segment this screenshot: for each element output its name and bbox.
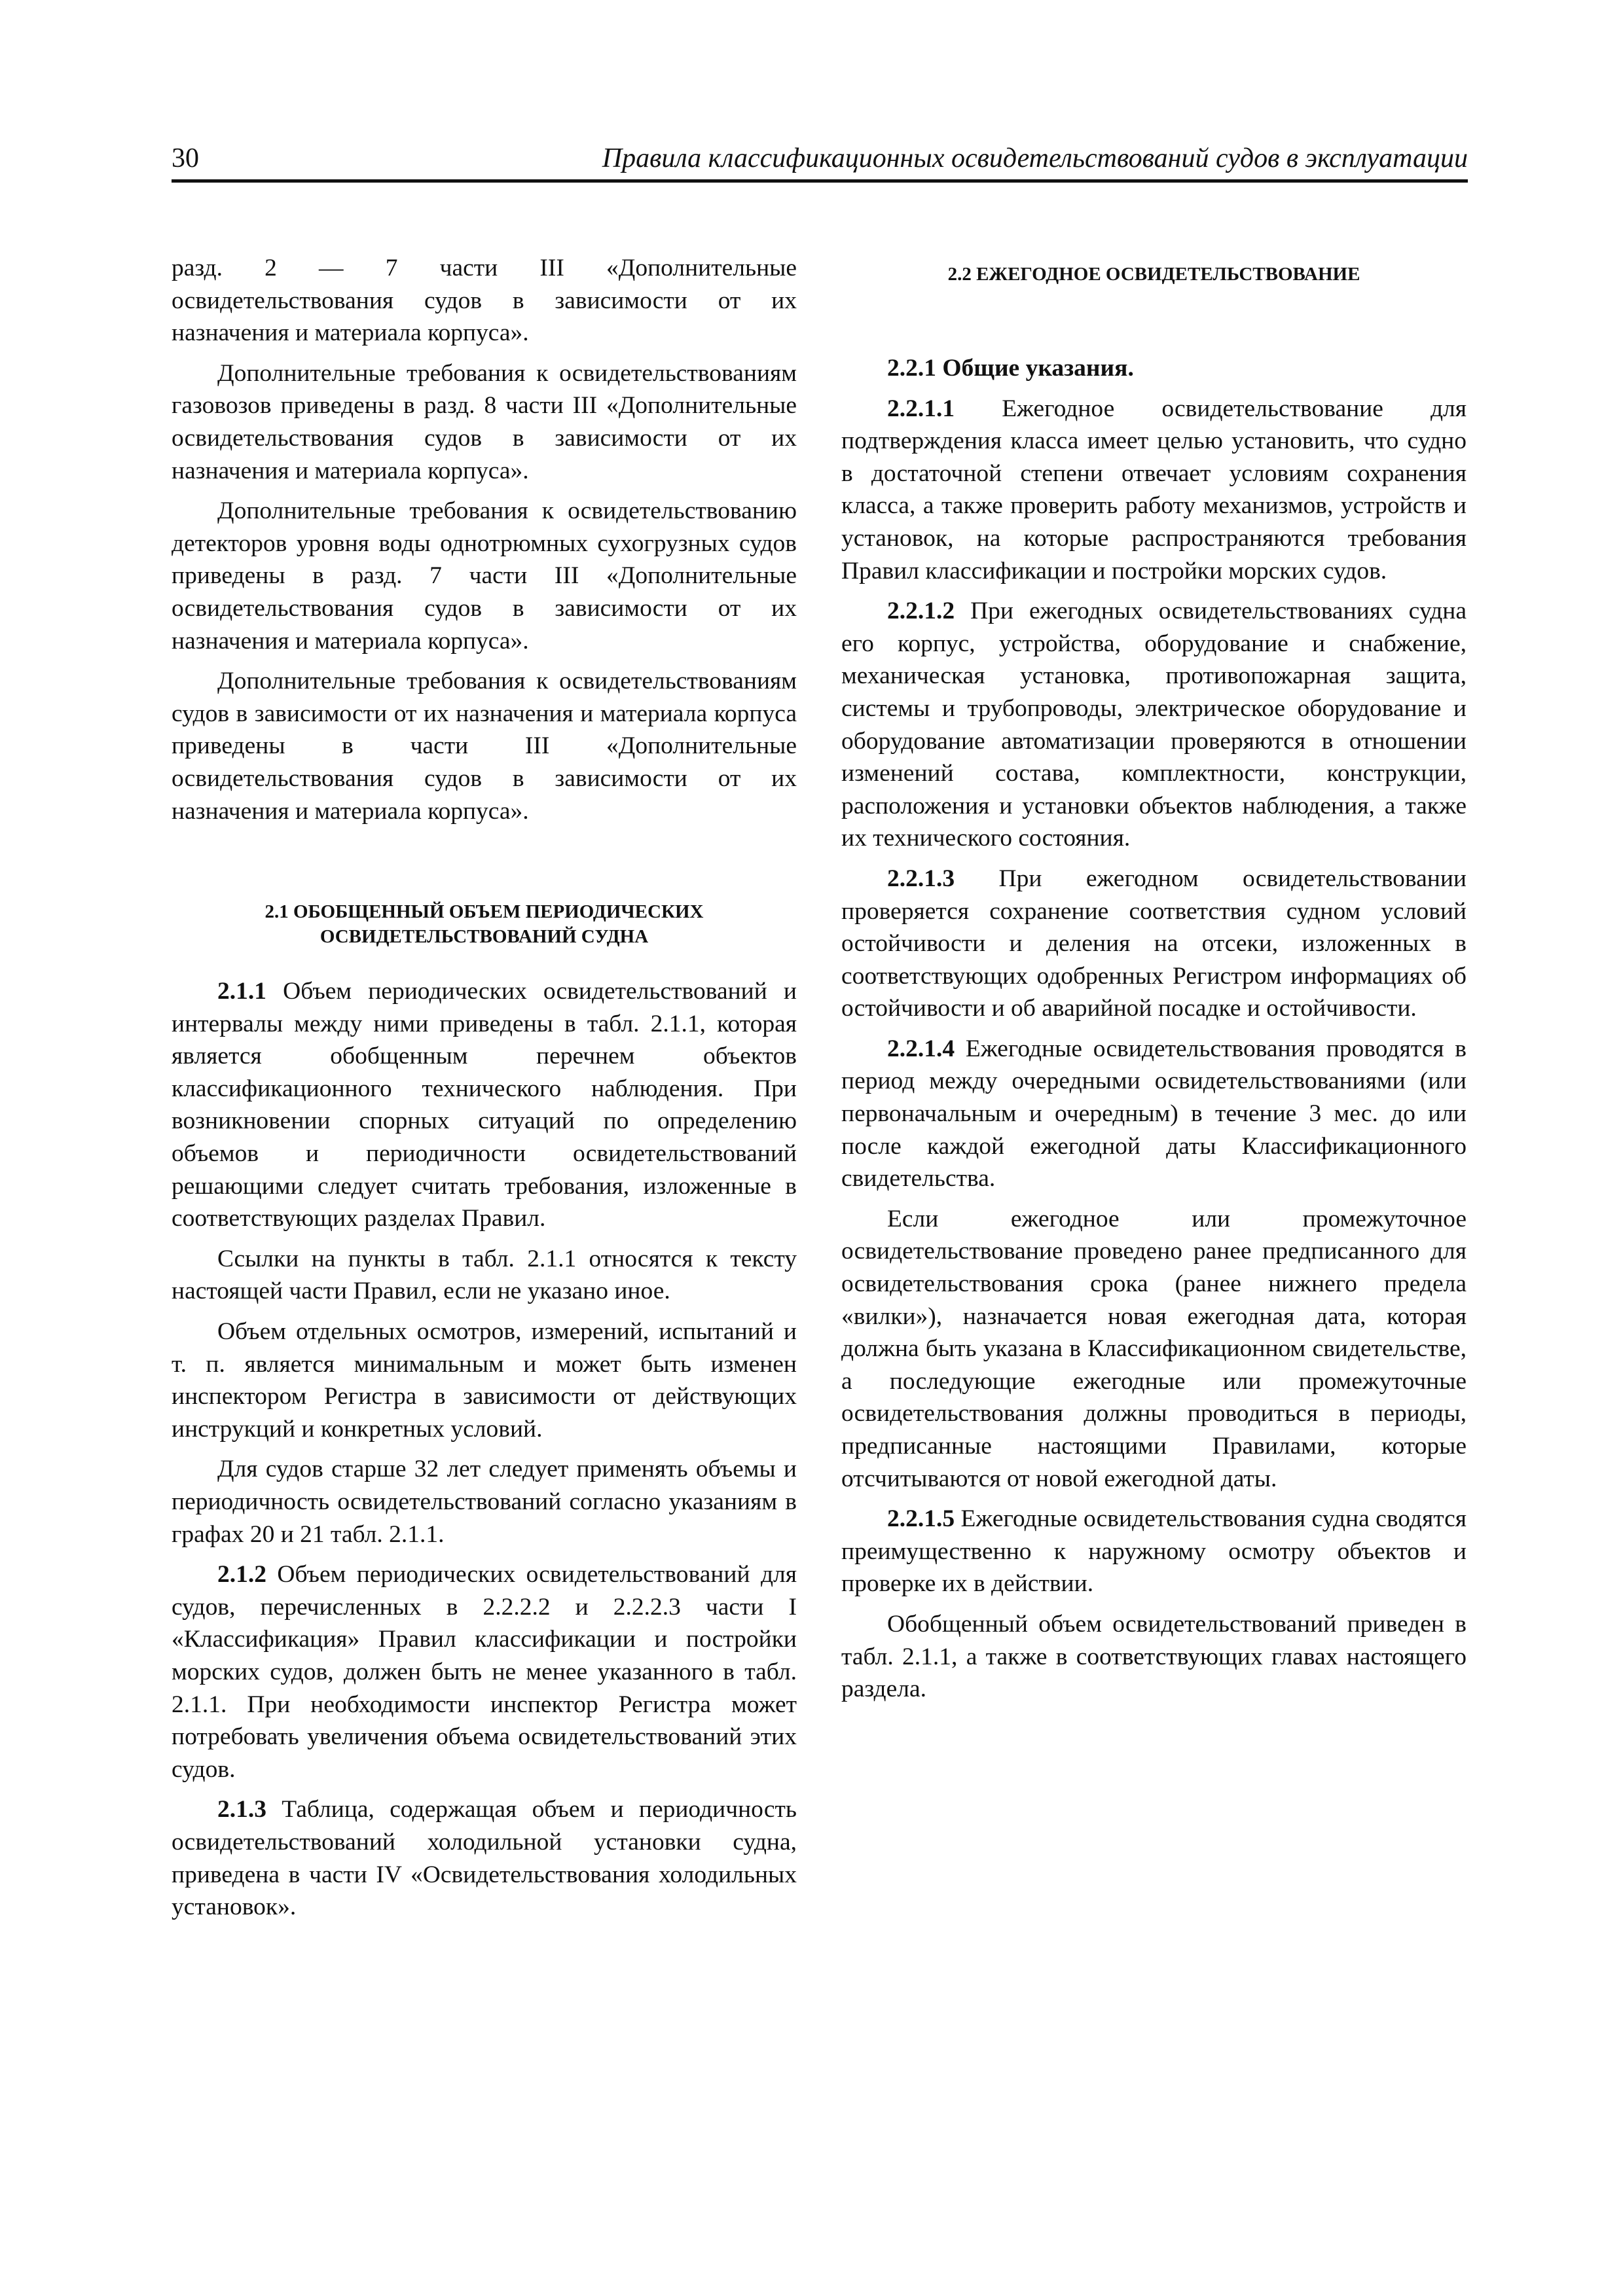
paragraph: разд. 2 — 7 части III «Дополнительные освидетельствования судов в зависимости от их назначения и материала корпуса». [172,255,797,347]
clause-number: 2.1.1 [217,978,266,1005]
clause-text: При ежегодном освидетельствовании проверяется сохранение соответствия судном условий остойчивости и деления на отсеки, изложенных в соответствующих одобренных Регистром информациях об остойчивости и об аварийной посадке и остойчивости. [841,865,1467,1022]
paragraph: Если ежегодное или промежуточное освидетельствование проведено ранее предписанного для освидетельствования срока (ранее нижнего предела «вилки»), назначается новая ежегодная дата, которая должна быть указана в Классификационном свидетельстве, а последующие ежегодные или промежуточные освидетельствования должны проводиться в периоды, предписанные настоящими Правилами, которые отсчитываются от новой ежегодной даты. [841,1205,1467,1492]
clause-text: Объем периодических освидетельствований и интервалы между ними приведены в табл. 2.1.1, которая является обобщенным перечнем объектов классификационного технического наблюдения. При возникновении спорных ситуаций по определению объемов и периодичности освидетельствований решающими следует считать требования, изложенные в соответствующих разделах Правил. [172,978,797,1232]
paragraph-2-2-1-3 [841,863,1467,1025]
page-header [172,143,1468,183]
right-column [841,252,1467,1713]
clause-text: Ежегодное освидетельствование для подтверждения класса имеет целью установить, что судно в достаточной степени отвечает условиям сохранения класса, а также проверить работу механизмов, устройств и установок, на которые распространяются требования Правил классификации и постройки морских судов. [841,395,1467,584]
clause-number: 2.1.2 [217,1561,266,1588]
section-heading-line: ОСВИДЕТЕЛЬСТВОВАНИЙ СУДНА [319,926,649,948]
clause-number: 2.2.1.2 [887,598,955,625]
section-heading-2-1 [172,899,797,949]
clause-number: 2.2.1.3 [887,865,955,892]
clause-number: 2.2.1.4 [887,1035,955,1062]
clause-number: 2.2.1.5 [887,1505,955,1533]
clause-text: При ежегодных освидетельствованиях судна его корпус, устройства, оборудование и снабжение, механическая установка, противопожарная защита, системы и трубопроводы, электрическое оборудование и оборудование автоматизации проверяются в отношении изменений состава, комплектности, конструкции, расположения и установки объектов наблюдения, а также их технического состояния. [841,598,1467,852]
paragraph-2-2-1-5 [841,1503,1467,1600]
section-heading-line: 2.1 ОБОБЩЕННЫЙ ОБЪЕМ ПЕРИОДИЧЕСКИХ [264,901,704,923]
subsection-heading-2-2-1: 2.2.1 Общие указания. [887,355,1134,382]
clause-text: Таблица, содержащая объем и периодичность освидетельствований холодильной установки судна, приведена в части IV «Освидетельствования холодильных установок». [172,1796,797,1921]
paragraph: Ссылки на пункты в табл. 2.1.1 относятся к тексту настоящей части Правил, если не указано иное. [172,1245,797,1305]
running-title: Правила классификационных освидетельствований судов в эксплуатации [602,143,1468,173]
paragraph-2-2-1-2 [841,595,1467,855]
section-heading-2-2: 2.2 ЕЖЕГОДНОЕ ОСВИДЕТЕЛЬСТВОВАНИЕ [947,264,1360,285]
clause-number: 2.2.1.1 [887,395,955,422]
paragraph: Для судов старше 32 лет следует применять объемы и периодичность освидетельствований согласно указаниям в графах 20 и 21 табл. 2.1.1. [172,1456,797,1548]
paragraph: Дополнительные требования к освидетельствованиям газовозов приведены в разд. 8 части III «Дополнительные освидетельствования судов в зависимости от их назначения и материала корпуса». [172,359,797,484]
left-column [172,252,797,1931]
page-number: 30 [172,143,199,173]
clause-text: Ежегодные освидетельствования проводятся в период между очередными освидетельствованиями (или первоначальным и очередным) в течение 3 мес. до или после каждой ежегодной даты Классификационного свидетельства. [841,1035,1467,1193]
paragraph-2-1-3 [172,1793,797,1923]
paragraph-2-2-1-4 [841,1033,1467,1195]
paragraph-2-1-2 [172,1558,797,1785]
clause-number: 2.1.3 [217,1796,266,1823]
paragraph: Дополнительные требования к освидетельствованиям судов в зависимости от их назначения и материала корпуса приведены в части III «Дополнительные освидетельствования судов в зависимости от их назначения и материала корпуса». [172,668,797,825]
paragraph: Обобщенный объем освидетельствований приведен в табл. 2.1.1, а также в соответствующих главах настоящего раздела. [841,1610,1467,1703]
paragraph-2-2-1-1 [841,393,1467,588]
clause-text: Объем периодических освидетельствований для судов, перечисленных в 2.2.2.2 и 2.2.2.3 части I «Классификация» Правил классификации и постройки морских судов, должен быть не менее указанного в табл. 2.1.1. При необходимости инспектор Регистра может потребовать увеличения объема освидетельствований этих судов. [172,1561,797,1783]
paragraph-2-1-1 [172,975,797,1235]
paragraph: Объем отдельных осмотров, измерений, испытаний и т. п. является минимальным и может быть изменен инспектором Регистра в зависимости от действующих инструкций и конкретных условий. [172,1318,797,1443]
paragraph: Дополнительные требования к освидетельствованию детекторов уровня воды однотрюмных сухогрузных судов приведены в разд. 7 части III «Дополнительные освидетельствования судов в зависимости от их назначения и материала корпуса». [172,497,797,655]
clause-text: Ежегодные освидетельствования судна сводятся преимущественно к наружному осмотру объектов и проверке их в действии. [841,1505,1467,1598]
